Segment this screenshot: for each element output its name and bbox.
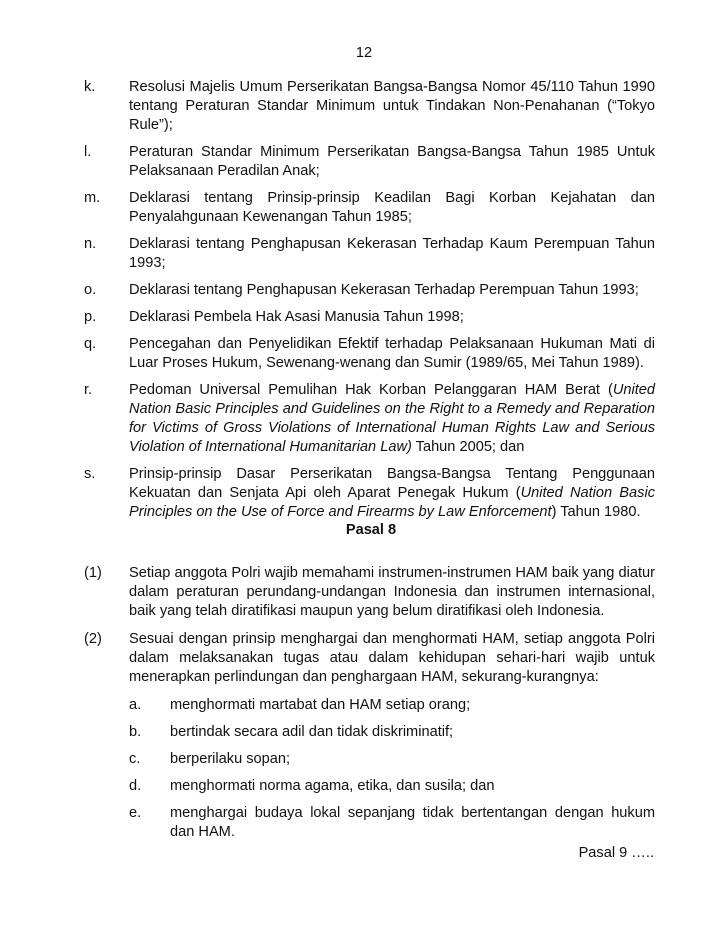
list-marker: n. bbox=[84, 236, 97, 252]
text-segment: Deklarasi Pembela Hak Asasi Manusia Tahun 1998; bbox=[129, 309, 464, 325]
list-text bbox=[129, 78, 655, 135]
sub-list-marker: c. bbox=[129, 751, 141, 767]
list-marker: q. bbox=[84, 336, 97, 352]
sub-list-marker: d. bbox=[129, 778, 142, 794]
text-segment: Setiap anggota Polri wajib memahami instrumen-instrumen HAM baik yang diatur dalam peraturan perundang-undangan Indonesia dan instrumen internasional, baik yang telah diratifikasi maupun yang belum diratifikasi oleh Indonesia. bbox=[129, 565, 655, 619]
sub-list-marker: e. bbox=[129, 805, 142, 821]
paragraph-number: (2) bbox=[84, 631, 102, 647]
list-text bbox=[129, 143, 655, 181]
sub-list-text: berperilaku sopan; bbox=[170, 751, 291, 767]
text-segment: Deklarasi tentang Penghapusan Kekerasan Terhadap Kaum Perempuan Tahun 1993; bbox=[129, 236, 655, 271]
paragraph-number: (1) bbox=[84, 565, 102, 581]
text-segment: Deklarasi tentang Penghapusan Kekerasan Terhadap Perempuan Tahun 1993; bbox=[129, 282, 639, 298]
list-marker: p. bbox=[84, 309, 97, 325]
list-text bbox=[129, 189, 655, 227]
section-heading: Pasal 8 bbox=[345, 522, 397, 538]
sub-list-marker: b. bbox=[129, 724, 142, 740]
list-marker: r. bbox=[84, 382, 93, 398]
list-text bbox=[129, 281, 655, 300]
text-segment: Sesuai dengan prinsip menghargai dan menghormati HAM, setiap anggota Polri dalam melaksanakan tugas atau dalam kehidupan sehari-hari wajib untuk menerapkan perlindungan dan penghargaan HAM, sekurang-kurangnya: bbox=[129, 631, 655, 685]
list-text bbox=[129, 308, 655, 327]
list-text bbox=[129, 235, 655, 273]
list-marker: o. bbox=[84, 282, 97, 298]
sub-list-text: menghargai budaya lokal sepanjang tidak bertentangan dengan hukum dan HAM. bbox=[170, 805, 655, 840]
list-marker: k. bbox=[84, 79, 96, 95]
text-segment: Pedoman Universal Pemulihan Hak Korban Pelanggaran HAM Berat ( bbox=[129, 382, 613, 398]
sub-list-text: menghormati norma agama, etika, dan susila; dan bbox=[170, 778, 495, 794]
italic-text-segment: United Nation Basic Principles and Guidelines on the Right to a Remedy and Reparation for Victims of Gross Violations of International Human Rights Law and Serious Violation of International Humanitarian Law) bbox=[129, 382, 655, 455]
list-text bbox=[129, 465, 655, 522]
paragraph-text bbox=[129, 564, 655, 621]
sub-list-marker: a. bbox=[129, 697, 142, 713]
next-page-reference: Pasal 9 ….. bbox=[578, 845, 654, 861]
list-marker: s. bbox=[84, 466, 96, 482]
text-segment: ) Tahun 1980. bbox=[551, 504, 641, 520]
paragraph-text bbox=[129, 630, 655, 687]
sub-list-text: bertindak secara adil dan tidak diskriminatif; bbox=[170, 724, 454, 740]
list-text bbox=[129, 335, 655, 373]
text-segment: Pencegahan dan Penyelidikan Efektif terhadap Pelaksanaan Hukuman Mati di Luar Proses Hukum, Sewenang-wenang dan Sumir (1989/65, Mei Tahun 1989). bbox=[129, 336, 655, 371]
text-segment: Prinsip-prinsip Dasar Perserikatan Bangsa-Bangsa Tentang Penggunaan Kekuatan dan Senjata Api oleh Aparat Penegak Hukum ( bbox=[129, 466, 655, 501]
list-marker: m. bbox=[84, 190, 101, 206]
page-number: 12 bbox=[355, 45, 373, 61]
text-segment: Deklarasi tentang Prinsip-prinsip Keadilan Bagi Korban Kejahatan dan Penyalahgunaan Kewenangan Tahun 1985; bbox=[129, 190, 655, 225]
text-segment: Peraturan Standar Minimum Perserikatan Bangsa-Bangsa Tahun 1985 Untuk Pelaksanaan Peradilan Anak; bbox=[129, 144, 655, 179]
text-segment: Tahun 2005; dan bbox=[411, 439, 525, 455]
text-segment: Resolusi Majelis Umum Perserikatan Bangsa-Bangsa Nomor 45/110 Tahun 1990 tentang Peraturan Standar Minimum untuk Tindakan Non-Penahanan (“Tokyo Rule”); bbox=[129, 79, 655, 133]
list-text bbox=[129, 381, 655, 457]
italic-text-segment: United Nation Basic Principles on the Use of Force and Firearms by Law Enforcement bbox=[129, 485, 655, 520]
list-marker: l. bbox=[84, 144, 92, 160]
sub-list-text: menghormati martabat dan HAM setiap orang; bbox=[170, 697, 471, 713]
